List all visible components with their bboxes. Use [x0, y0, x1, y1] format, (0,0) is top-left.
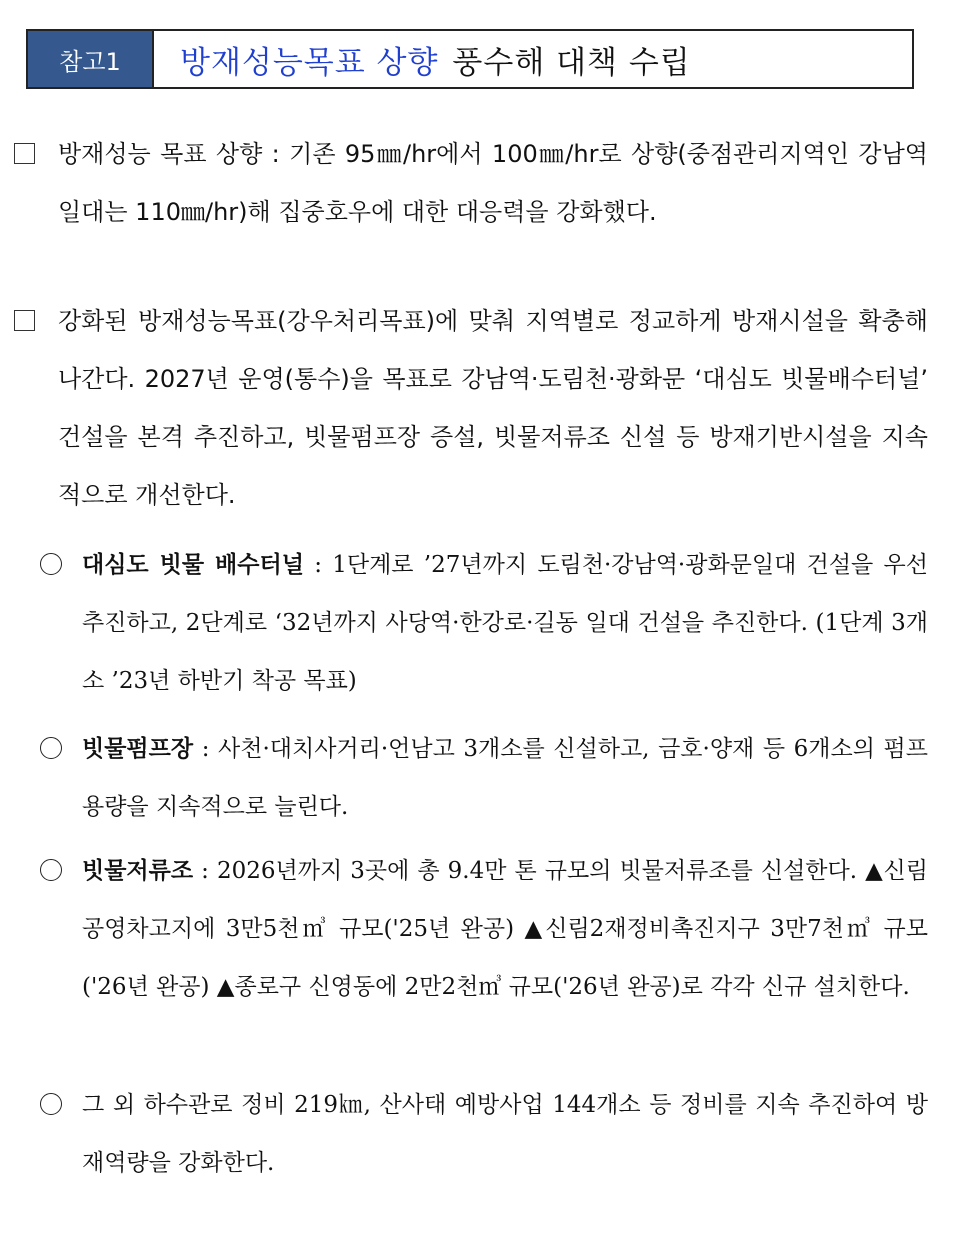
circle-bullet-icon	[40, 842, 78, 900]
title-rest: 풍수해 대책 수립	[452, 44, 691, 81]
section-facility-expansion	[14, 292, 928, 524]
circle-bullet-icon	[40, 1076, 78, 1134]
circle-bullet-icon	[40, 720, 78, 778]
item-text: 그 외 하수관로 정비 219㎞, 산사태 예방사업 144개소 등 정비를 지속 추진하여 방재역량을 강화한다.	[82, 1092, 928, 1176]
square-bullet-icon	[14, 125, 54, 183]
item-deep-tunnel	[40, 536, 928, 710]
title-highlight: 방재성능목표 상향	[180, 44, 439, 81]
section-target-raise	[14, 125, 928, 241]
item-text: : 사천·대치사거리·언남고 3개소를 신설하고, 금호·양재 등 6개소의 펌프 용량을 지속적으로 늘린다.	[82, 736, 928, 820]
item-text: : 2026년까지 3곳에 총 9.4만 톤 규모의 빗물저류조를 신설한다. ▲신림공영차고지에 3만5천㎥ 규모('25년 완공) ▲신림2재정비촉진지구 3만7천㎥ 규모('26년 완공) ▲종로구 신영동에 2만2천㎥ 규모('26년 완공)로 각각 신규 설치한다.	[82, 858, 928, 1000]
item-detention-tank	[40, 842, 928, 1016]
title-box	[26, 29, 914, 89]
section-text: 방재성능 목표 상향 : 기존 95㎜/hr에서 100㎜/hr로 상향(중점관리지역인 강남역 일대는 110㎜/hr)해 집중호우에 대한 대응력을 강화했다.	[58, 140, 928, 226]
square-bullet-icon	[14, 292, 54, 350]
item-keyword: 빗물저류조	[82, 857, 194, 884]
circle-bullet-icon	[40, 536, 78, 594]
item-text: : 1단계로 ’27년까지 도림천·강남역·광화문일대 건설을 우선 추진하고, 2단계로 ‘32년까지 사당역·한강로·길동 일대 건설을 추진한다. (1단계 3개소 ’23년 하반기 착공 목표)	[82, 552, 928, 694]
page-title	[154, 31, 912, 87]
item-pump-station	[40, 720, 928, 836]
item-keyword: 빗물펌프장	[82, 735, 194, 762]
section-text: 강화된 방재성능목표(강우처리목표)에 맞춰 지역별로 정교하게 방재시설을 확충해 나간다. 2027년 운영(통수)을 목표로 강남역·도림천·광화문 ‘대심도 빗물배수터널’ 건설을 본격 추진하고, 빗물펌프장 증설, 빗물저류조 신설 등 방재기반시설을 지속적으로 개선한다.	[58, 307, 928, 509]
item-other-measures	[40, 1076, 928, 1192]
reference-tag: 참고1	[28, 31, 154, 87]
item-keyword: 대심도 빗물 배수터널	[82, 551, 304, 578]
